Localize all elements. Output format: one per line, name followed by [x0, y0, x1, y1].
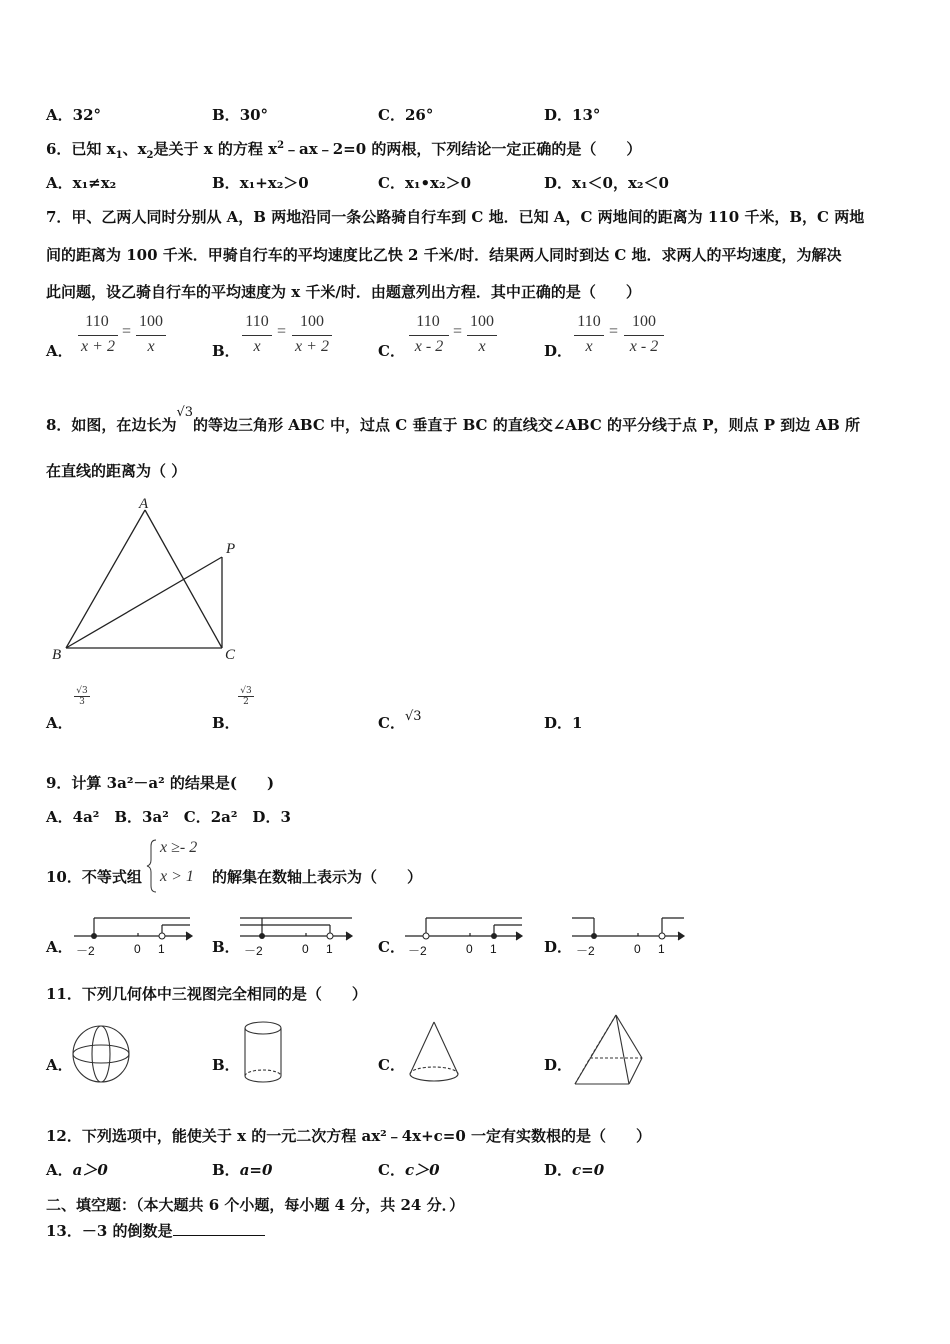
q8-option-a-fraction: √3 3 [74, 686, 90, 707]
q10-c-tick-0: 0 [466, 942, 473, 956]
point-c-label: C [225, 647, 236, 663]
q12-option-b: B．a=0 [212, 1161, 273, 1179]
q10-inequality-2: x > 1 [160, 868, 194, 885]
q10-b-tick-0: 0 [302, 942, 309, 956]
q10-a-tick-0: 0 [134, 942, 141, 956]
q9-options: A．4a² B．3a² C．2a² D．3 [46, 808, 291, 826]
point-b-label: B [52, 647, 62, 663]
q6-stem: 6．已知 $x_1$、$x_2$是关于 x 的方程 $x^2﹣ax﹣2=0$ 的两根，下列结论一定正确的是（ ） [46, 140, 642, 161]
pyramid-icon [575, 1015, 642, 1084]
q11-stem: 11．下列几何体中三视图完全相同的是（ ） [46, 985, 367, 1003]
sphere-icon [73, 1026, 129, 1082]
q7-option-b-equation: 110 x = 100 x + 2 [240, 313, 350, 363]
q7-option-a-equation: 110 x + 2 = 100 x [76, 313, 176, 363]
q6-option-c: C．x₁•x₂＞0 [378, 174, 472, 192]
q6-option-b: B．x₁+x₂＞0 [212, 174, 309, 192]
q10-b-tick-neg2: －2 [244, 944, 263, 958]
q11-option-c-label: C． [378, 1056, 405, 1074]
q7-option-a-label: A． [46, 342, 73, 360]
q7-line-1: 7．甲、乙两人同时分别从 A，B 两地沿同一条公路骑自行车到 C 地．已知 A，C 两地间的距离为 110 千米，B，C 两地 [46, 208, 865, 226]
q10-c-tick-1: 1 [490, 942, 497, 956]
point-p-label: P [226, 541, 236, 557]
point-a-label: A [139, 496, 149, 512]
q10-d-tick-0: 0 [634, 942, 641, 956]
q6-option-d: D．x₁＜0，x₂＜0 [544, 174, 669, 192]
q12-option-a: A．a＞0 [46, 1161, 108, 1179]
q7-option-d-equation: 110 x = 100 x - 2 [572, 313, 682, 363]
q8-option-b-label: B． [212, 714, 240, 732]
q8-option-c: C．√3 [378, 709, 422, 732]
q10-option-a-label: A． [46, 938, 73, 956]
q7-option-c-label: C． [378, 342, 405, 360]
q13-answer-blank[interactable] [173, 1221, 265, 1236]
q10-option-d-label: D． [544, 938, 573, 956]
q10-option-c-label: C． [378, 938, 405, 956]
q5-option-c: C．26° [378, 106, 434, 124]
q8-stem-line-2: 在直线的距离为（ ） [46, 462, 187, 480]
q11-option-a-label: A． [46, 1056, 73, 1074]
q7-option-b-label: B． [212, 342, 240, 360]
q9-stem: 9．计算 3a²－a² 的结果是( ) [46, 774, 275, 792]
q10-stem-suffix: 的解集在数轴上表示为（ ） [212, 868, 423, 886]
q7-line-3: 此问题，设乙骑自行车的平均速度为 x 千米/时．由题意列出方程．其中正确的是（ ） [46, 283, 641, 301]
q8-option-d: D．1 [544, 714, 583, 732]
q11-option-d-label: D． [544, 1056, 573, 1074]
q7-option-c-equation: 110 x - 2 = 100 x [407, 313, 507, 363]
q10-b-tick-1: 1 [326, 942, 333, 956]
cone-icon [410, 1022, 458, 1081]
q8-option-b-fraction: √3 2 [238, 686, 254, 707]
section-2-heading: 二、填空题：（本大题共 6 个小题，每小题 4 分，共 24 分．） [46, 1196, 465, 1214]
q7-line-2: 间的距离为 100 千米．甲骑自行车的平均速度比乙快 2 千米/时．结果两人同时到达 C 地．求两人的平均速度，为解决 [46, 246, 842, 264]
q6-option-a: A．x₁≠x₂ [46, 174, 117, 192]
q5-option-a: A．32° [46, 106, 102, 124]
q12-option-c: C．c＞0 [378, 1161, 440, 1179]
q8-stem-line-1: 8．如图，在边长为√3的等边三角形 ABC 中，过点 C 垂直于 BC 的直线交∠ABC 的平分线于点 P，则点 P 到边 AB 所 [46, 405, 861, 434]
q10-c-tick-neg2: －2 [408, 944, 427, 958]
q10-option-b-label: B． [212, 938, 240, 956]
q10-a-tick-neg2: －2 [76, 944, 95, 958]
q8-option-a-label: A． [46, 714, 73, 732]
q12-stem: 12．下列选项中，能使关于 x 的一元二次方程 ax²﹣4x+c=0 一定有实数根的是（ ） [46, 1127, 652, 1145]
q12-option-d: D．c=0 [544, 1161, 605, 1179]
q13-stem: 13．－3 的倒数是 [46, 1220, 265, 1241]
q5-option-d: D．13° [544, 106, 601, 124]
cylinder-icon [245, 1022, 281, 1082]
q11-option-b-label: B． [212, 1056, 240, 1074]
q8-sqrt3: √3 [176, 405, 194, 420]
q10-a-tick-1: 1 [158, 942, 165, 956]
q10-d-tick-neg2: －2 [576, 944, 595, 958]
q5-option-b: B．30° [212, 106, 269, 124]
q10-d-tick-1: 1 [658, 942, 665, 956]
q10-inequality-1: x ≥- 2 [160, 839, 198, 856]
q7-option-d-label: D． [544, 342, 573, 360]
q10-stem-prefix: 10．不等式组 [46, 868, 142, 886]
